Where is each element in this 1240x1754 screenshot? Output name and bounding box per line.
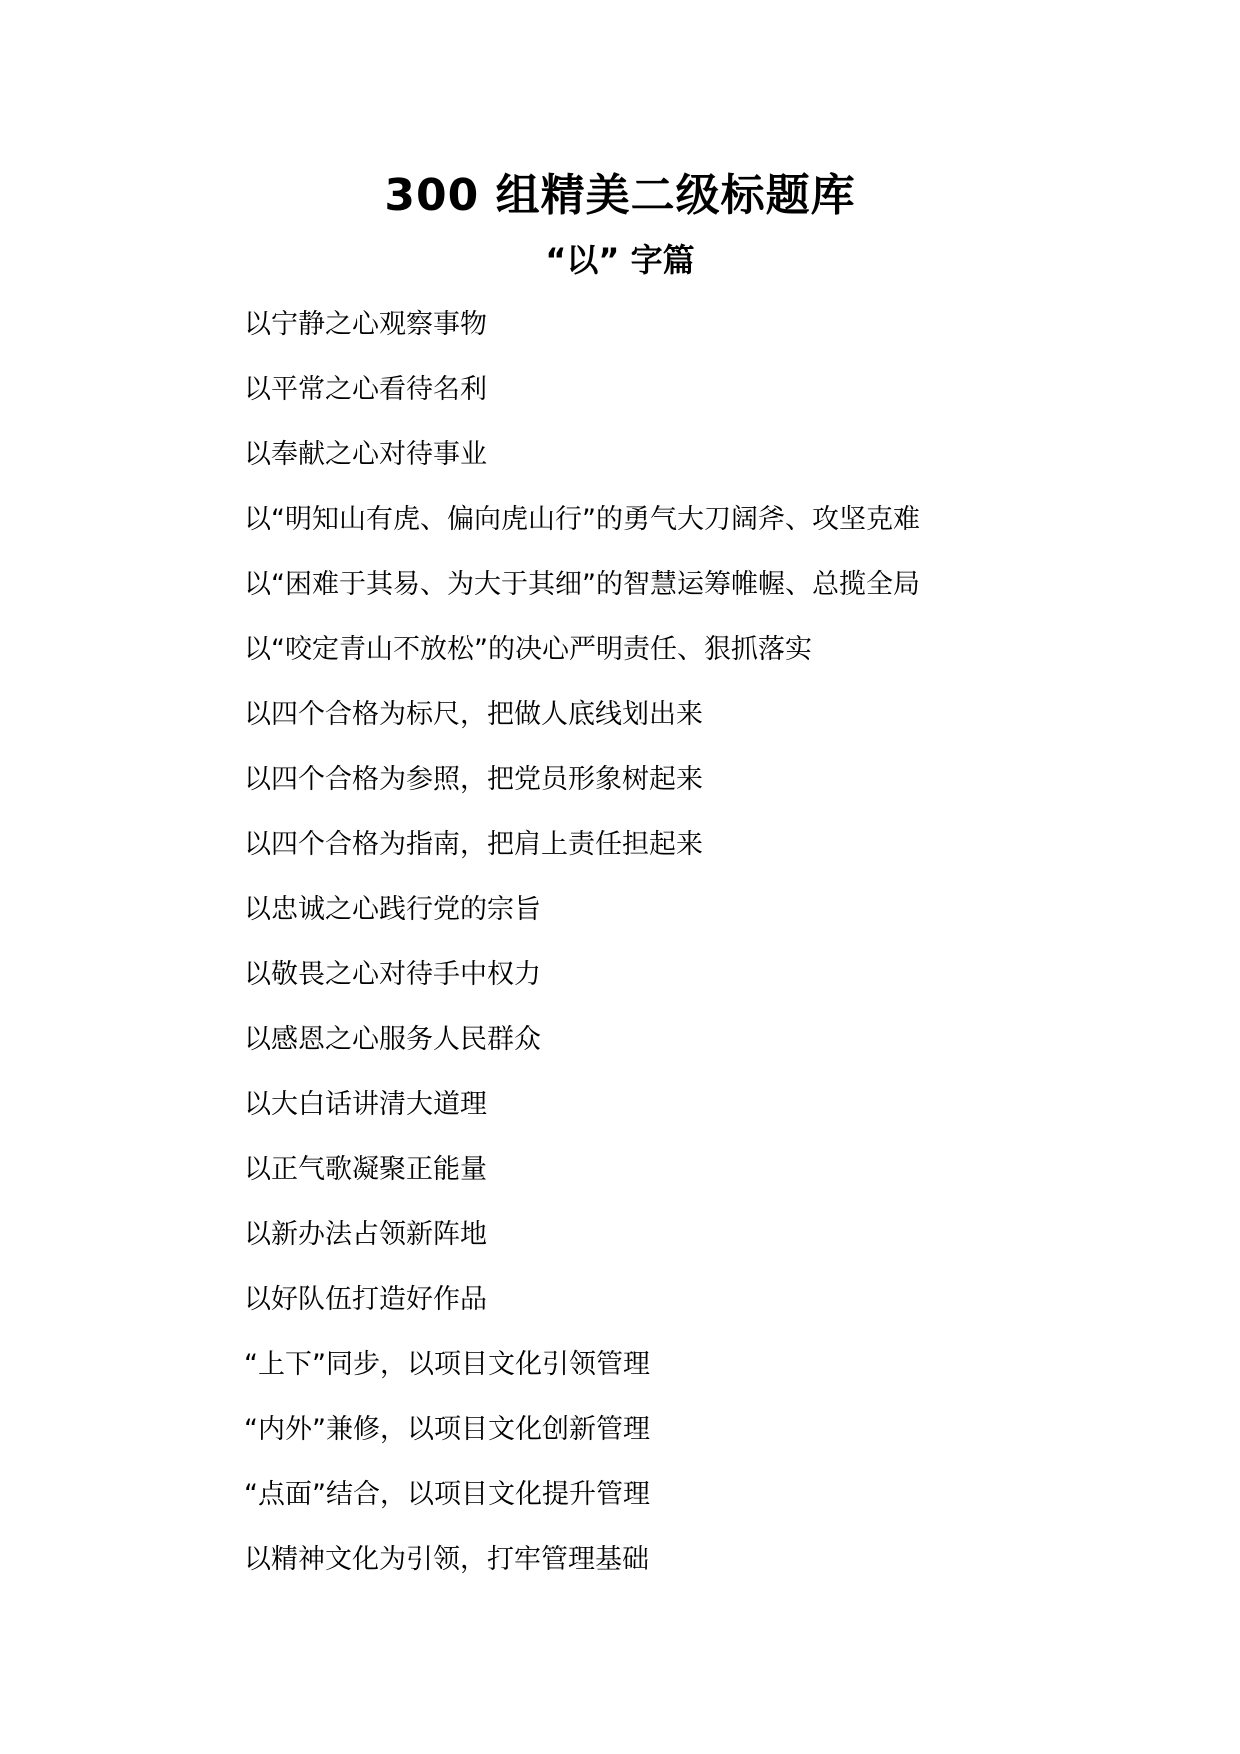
heading-item: “内外”兼修，以项目文化创新管理 — [244, 1414, 650, 1445]
heading-item: “点面”结合，以项目文化提升管理 — [244, 1479, 650, 1510]
heading-item: “上下”同步，以项目文化引领管理 — [244, 1349, 650, 1380]
heading-item: 以“明知山有虎、偏向虎山行”的勇气大刀阔斧、攻坚克难 — [244, 504, 920, 535]
heading-item: 以“咬定青山不放松”的决心严明责任、狠抓落实 — [244, 634, 812, 665]
heading-item: 以精神文化为引领，打牢管理基础 — [244, 1544, 649, 1575]
heading-item: 以宁静之心观察事物 — [244, 309, 487, 340]
heading-item: 以敬畏之心对待手中权力 — [244, 959, 541, 990]
heading-item: 以大白话讲清大道理 — [244, 1089, 487, 1120]
heading-item: 以正气歌凝聚正能量 — [244, 1154, 487, 1185]
heading-item: 以感恩之心服务人民群众 — [244, 1024, 541, 1055]
heading-item: 以平常之心看待名利 — [244, 374, 487, 405]
heading-list — [244, 305, 920, 1605]
heading-item: 以新办法占领新阵地 — [244, 1219, 487, 1250]
heading-item: 以“困难于其易、为大于其细”的智慧运筹帷幄、总揽全局 — [244, 569, 920, 600]
heading-item: 以四个合格为标尺，把做人底线划出来 — [244, 699, 703, 730]
document-title: 300 组精美二级标题库 — [384, 170, 856, 221]
heading-item: 以四个合格为参照，把党员形象树起来 — [244, 764, 703, 795]
heading-item: 以好队伍打造好作品 — [244, 1284, 487, 1315]
heading-item: 以四个合格为指南，把肩上责任担起来 — [244, 829, 703, 860]
heading-item: 以忠诚之心践行党的宗旨 — [244, 894, 541, 925]
document-subtitle: “以” 字篇 — [545, 241, 695, 279]
heading-item: 以奉献之心对待事业 — [244, 439, 487, 470]
